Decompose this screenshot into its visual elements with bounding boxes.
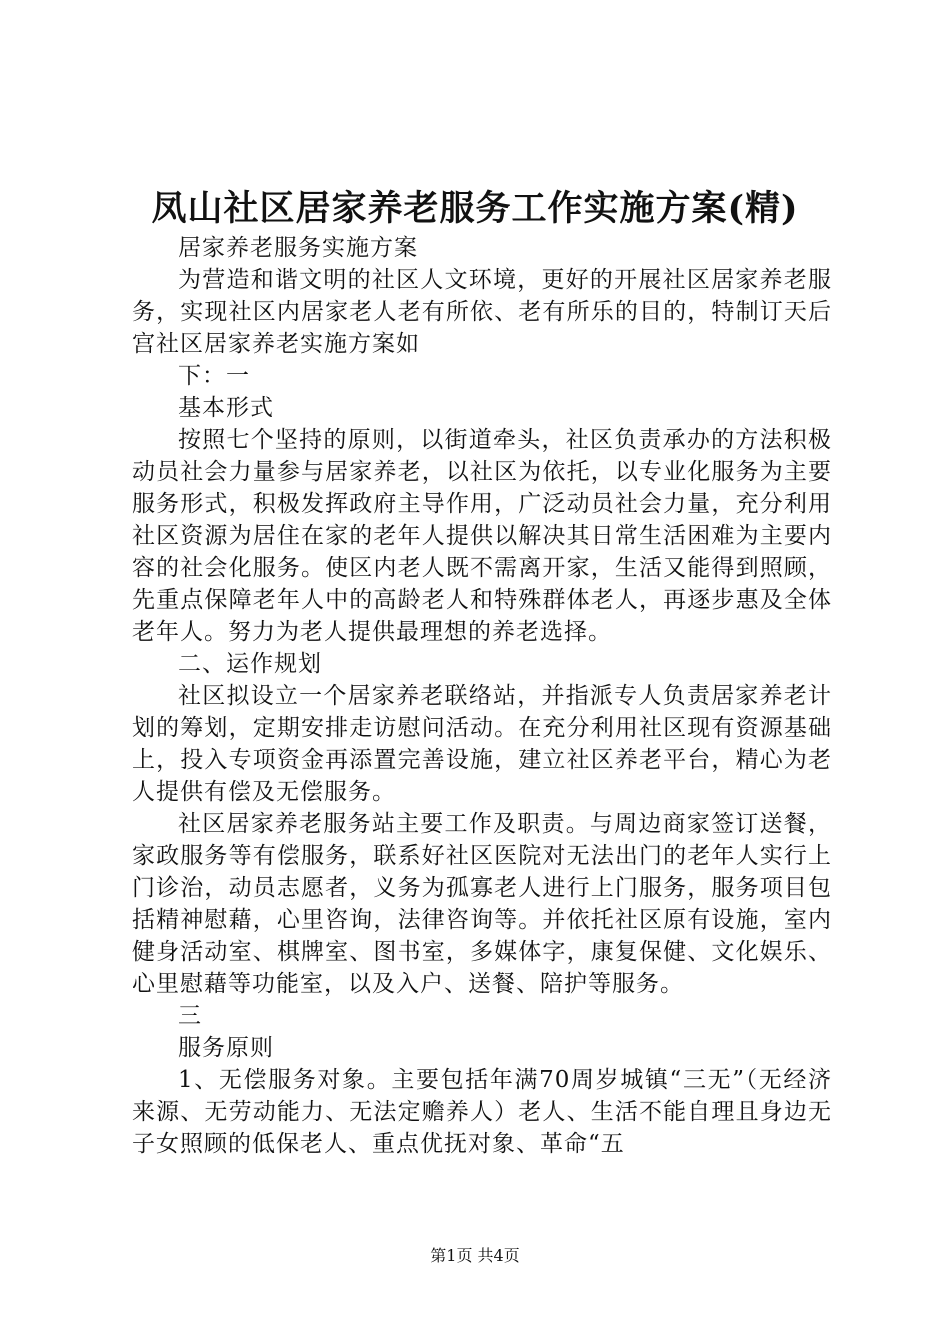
paragraph-free-service: 1、无偿服务对象。主要包括年满70周岁城镇“三无”（无经济来源、无劳动能力、无法定赡养人）老人、生活不能自理且身边无子女照顾的低保老人、重点优抚对象、革命“五 [132, 1067, 832, 1157]
document-title: 凤山社区居家养老服务工作实施方案(精) [151, 188, 799, 229]
paragraph-intro: 为营造和谐文明的社区人文环境，更好的开展社区居家养老服务，实现社区内居家老人老有所依、老有所乐的目的，特制订天后宫社区居家养老实施方案如 [132, 267, 832, 357]
heading-number-three: 三 [178, 1003, 202, 1029]
document-body [132, 232, 832, 1160]
paragraph-subtitle: 居家养老服务实施方案 [178, 235, 418, 261]
heading-basic-form: 基本形式 [178, 395, 274, 421]
heading-operation-plan: 二、运作规划 [178, 651, 322, 677]
paragraph-intro-continued: 下：一 [178, 363, 250, 389]
heading-service-principles: 服务原则 [178, 1035, 274, 1061]
paragraph-station-duties: 社区居家养老服务站主要工作及职责。与周边商家签订送餐，家政服务等有偿服务，联系好社区医院对无法出门的老年人实行上门诊治，动员志愿者，义务为孤寡老人进行上门服务，服务项目包括精神慰藉，心里咨询，法律咨询等。并依托社区原有设施，室内健身活动室、棋牌室、图书室，多媒体字，康复保健、文化娱乐、心里慰藉等功能室，以及入户、送餐、陪护等服务。 [132, 811, 832, 997]
paragraph-operation-plan: 社区拟设立一个居家养老联络站，并指派专人负责居家养老计划的筹划，定期安排走访慰问活动。在充分利用社区现有资源基础上，投入专项资金再添置完善设施，建立社区养老平台，精心为老人提供有偿及无偿服务。 [132, 683, 832, 805]
paragraph-basic-form: 按照七个坚持的原则，以街道牵头，社区负责承办的方法积极动员社会力量参与居家养老，以社区为依托，以专业化服务为主要服务形式，积极发挥政府主导作用，广泛动员社会力量，充分利用社区资源为居住在家的老年人提供以解决其日常生活困难为主要内容的社会化服务。使区内老人既不需离开家，生活又能得到照顾，先重点保障老年人中的高龄老人和特殊群体老人，再逐步惠及全体老年人。努力为老人提供最理想的养老选择。 [132, 427, 832, 645]
page-footer: 第1页 共4页 [430, 1246, 520, 1265]
